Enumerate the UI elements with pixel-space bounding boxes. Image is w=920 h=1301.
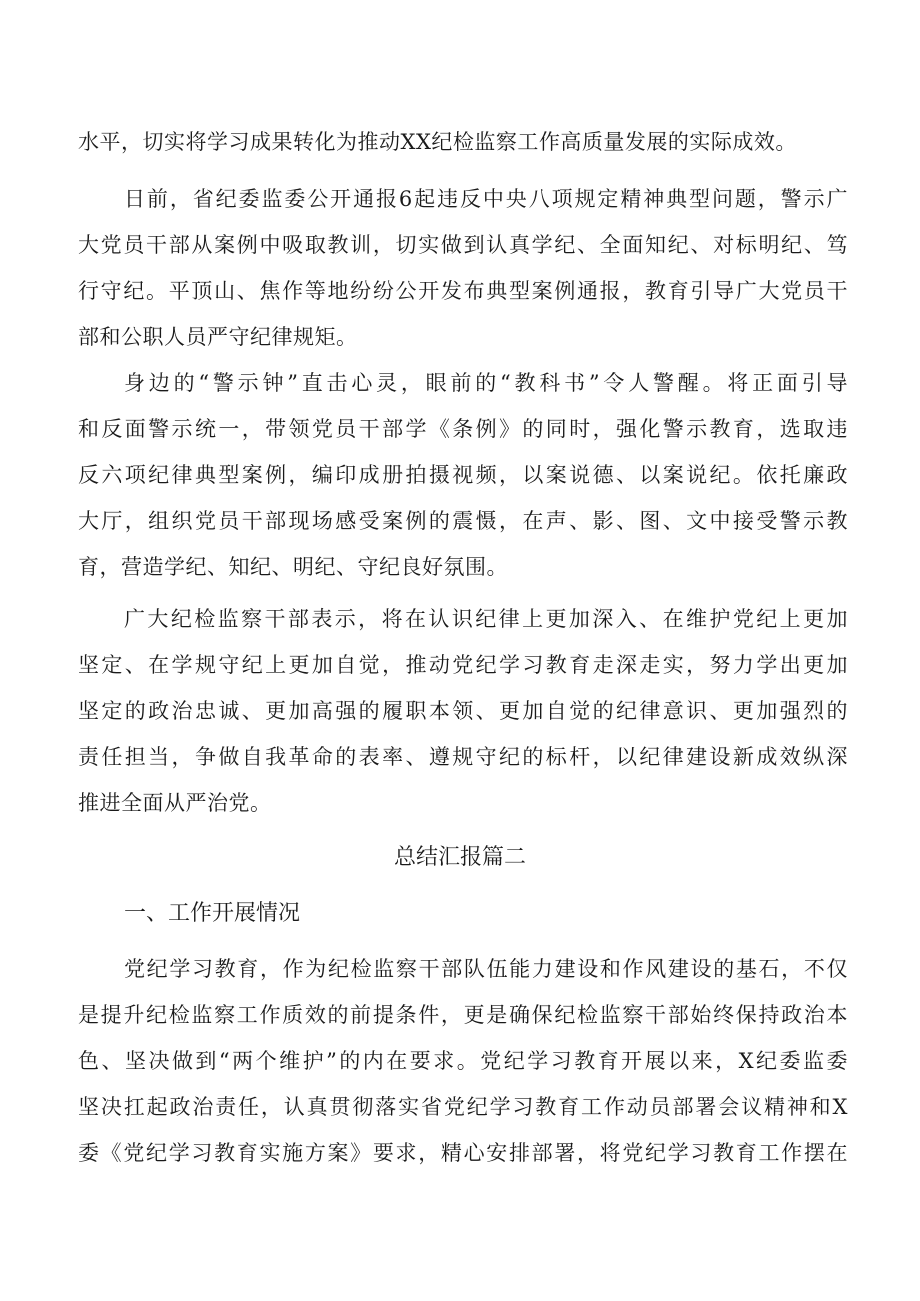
text-line: 是提升纪检监察工作质效的前提条件，更是确保纪检监察干部始终保持政治本 xyxy=(78,1003,848,1027)
subsection-title: 一、工作开展情况 xyxy=(124,901,301,926)
text-line: 日前，省纪委监委公开通报6起违反中央八项规定精神典型问题，警示广 xyxy=(124,187,848,211)
text-line: 反六项纪律典型案例，编印成册拍摄视频，以案说德、以案说纪。依托廉政 xyxy=(78,463,848,487)
text-line: 委《党纪学习教育实施方案》要求，精心安排部署，将党纪学习教育工作摆在 xyxy=(78,1141,848,1165)
text-line: 部和公职人员严守纪律规矩。 xyxy=(78,325,358,349)
text-line: 育，营造学纪、知纪、明纪、守纪良好氛围。 xyxy=(78,555,508,579)
text-line: 党纪学习教育，作为纪检监察干部队伍能力建设和作风建设的基石，不仅 xyxy=(124,957,848,981)
text-line: 色、坚决做到“两个维护”的内在要求。党纪学习教育开展以来，X纪委监委 xyxy=(78,1049,848,1073)
text-line: 坚定、在学规守纪上更加自觉，推动党纪学习教育走深走实，努力学出更加 xyxy=(78,653,848,677)
paragraph-circular xyxy=(78,176,848,360)
text-line: 责任担当，争做自我革命的表率、遵规守纪的标杆，以纪律建设新成效纵深 xyxy=(78,745,848,769)
text-line: 广大纪检监察干部表示，将在认识纪律上更加深入、在维护党纪上更加 xyxy=(124,607,848,631)
paragraph-work-overview xyxy=(78,946,848,1176)
text-line: 身边的“警示钟”直击心灵，眼前的“教科书”令人警醒。将正面引导 xyxy=(124,371,848,395)
section-title: 总结汇报篇二 xyxy=(393,845,526,870)
text-line: 大党员干部从案例中吸取教训，切实做到认真学纪、全面知纪、对标明纪、笃 xyxy=(78,233,848,257)
text-line: 坚定的政治忠诚、更加高强的履职本领、更加自觉的纪律意识、更加强烈的 xyxy=(78,699,848,723)
paragraph-warning-education xyxy=(78,360,848,590)
text-line: 推进全面从严治党。 xyxy=(78,791,272,815)
paragraph-continuation xyxy=(78,119,848,165)
paragraph-cadre-statement xyxy=(78,596,848,826)
text-line: 大厅，组织党员干部现场感受案例的震慑，在声、影、图、文中接受警示教 xyxy=(78,509,848,533)
text-line: 和反面警示统一，带领党员干部学《条例》的同时，强化警示教育，选取违 xyxy=(78,417,848,441)
text-line: 行守纪。平顶山、焦作等地纷纷公开发布典型案例通报，教育引导广大党员干 xyxy=(78,279,848,303)
text-line: 水平，切实将学习成果转化为推动XX纪检监察工作高质量发展的实际成效。 xyxy=(78,130,797,154)
text-line: 坚决扛起政治责任，认真贯彻落实省党纪学习教育工作动员部署会议精神和X xyxy=(78,1095,848,1119)
